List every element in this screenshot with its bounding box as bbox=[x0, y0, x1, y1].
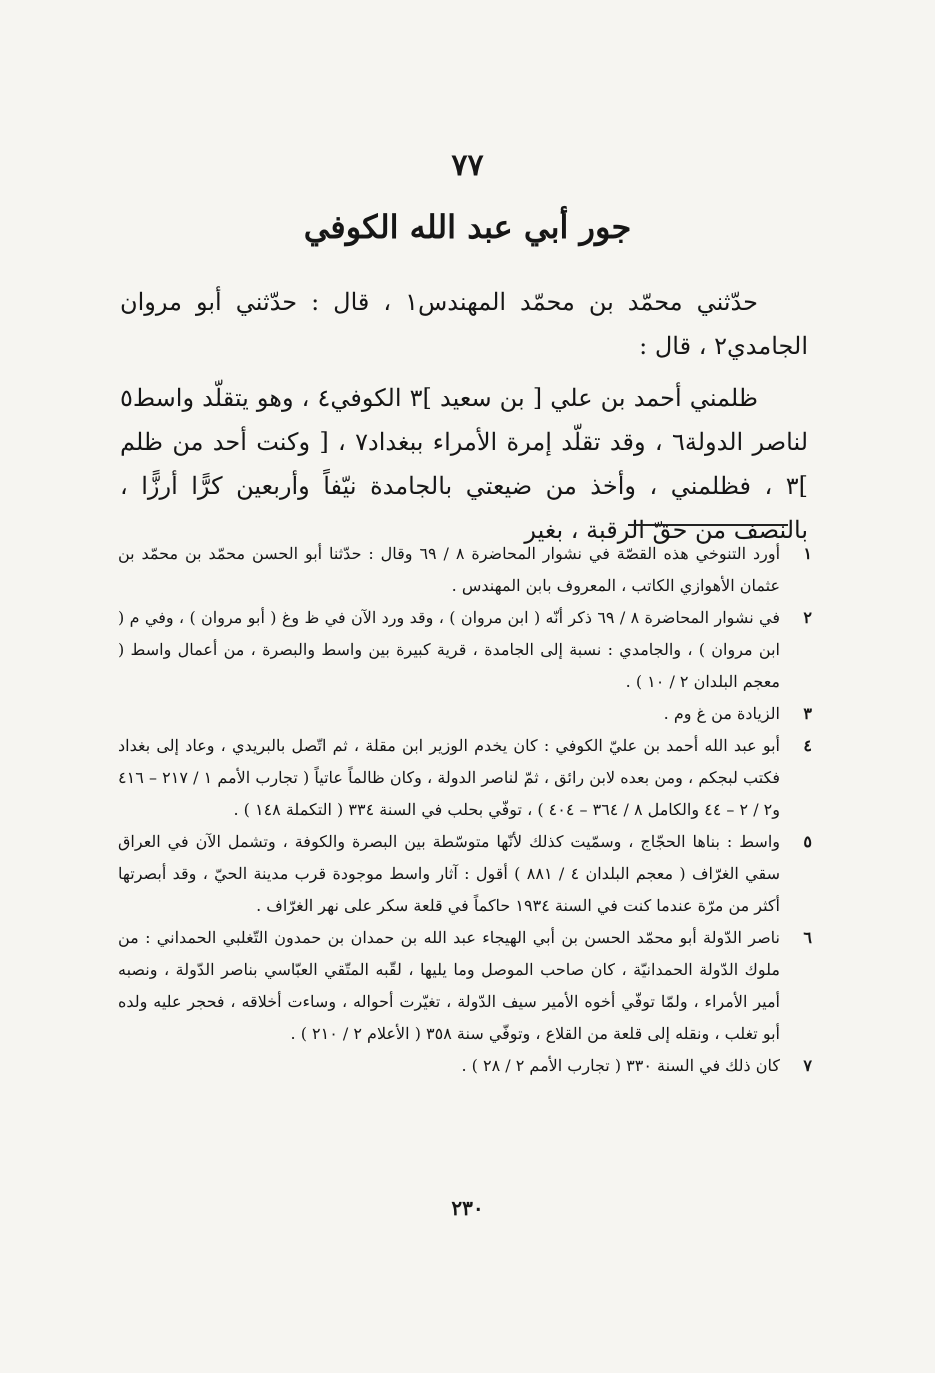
paragraph-2: ظلمني أحمد بن علي [ بن سعيد ]٣ الكوفي٤ ، وهو يتقلّد واسط٥ لناصر الدولة٦ ، وقد تقلّد إمرة الأمراء ببغداد٧ ، [ وكنت أحد من ظلم ]٣ ، فظلمني ، وأخذ من ضيعتي بالجامدة نيّفاً وأربعين كرًّا أرزًّا ، بالنصف من حقّ الرقبة ، بغير bbox=[120, 384, 809, 544]
footnote bbox=[118, 698, 812, 730]
footnotes bbox=[118, 538, 812, 1082]
footnote bbox=[118, 826, 812, 922]
footnote-number: ٥ bbox=[803, 832, 812, 851]
chapter-number: ٧٧ bbox=[451, 148, 484, 183]
footnote-text: واسط : بناها الحجّاج ، وسمّيت كذلك لأنّها متوسّطة بين البصرة والكوفة ، وتشمل الآن في العراق سقي الغرّاف ( معجم البلدان ٤ / ٨٨١ ) أقول : آثار واسط موجودة قرب مدينة الحيّ ، وقد أبصرتها أكثر من مرّة عندما كنت في السنة ١٩٣٤ حاكماً في قلعة سكر على نهر الغرّاف . bbox=[118, 832, 781, 915]
footnote-text: في نشوار المحاضرة ٨ / ٦٩ ذكر أنّه ( ابن مروان ) ، وقد ورد الآن في ظ وغ ( أبو مروان ) ، وفي م ( ابن مروان ) ، والجامدي : نسبة إلى الجامدة ، قرية كبيرة بين واسط والبصرة ، من أعمال واسط ( معجم البلدان ٢ / ١٠ ) . bbox=[118, 608, 780, 691]
footnote-text: ناصر الدّولة أبو محمّد الحسن بن أبي الهيجاء عبد الله بن حمدان بن حمدون التّغلبي الحمداني : من ملوك الدّولة الحمدانيّة ، كان صاحب الموصل وما يليها ، لقّبه المتّقي العبّاسي بناصر الدّولة ، ونصبه أمير الأمراء ، ولمّا توفّي أخوه الأمير سيف الدّولة ، تغيّرت أحواله ، وساءت أخلاقه ، فحجر عليه ولده أبو تغلب ، ونقله إلى قلعة من القلاع ، وتوفّي سنة ٣٥٨ ( الأعلام ٢ / ٢١٠ ) . bbox=[118, 928, 780, 1043]
paragraph-1: حدّثني محمّد بن محمّد المهندس١ ، قال : حدّثني أبو مروان الجامدي٢ ، قال : bbox=[120, 288, 808, 360]
footnote-number: ١ bbox=[803, 544, 812, 563]
footnote bbox=[118, 922, 812, 1050]
footnote-number: ٤ bbox=[803, 736, 812, 755]
footnote-number: ٧ bbox=[803, 1056, 812, 1075]
footnote-number: ٦ bbox=[803, 928, 812, 947]
footnote bbox=[118, 538, 812, 602]
footnote bbox=[118, 730, 812, 826]
footnote bbox=[118, 602, 812, 698]
footnote-number: ٢ bbox=[803, 608, 812, 627]
footnote-text: أبو عبد الله أحمد بن عليّ الكوفي : كان يخدم الوزير ابن مقلة ، ثم اتّصل بالبريدي ، وعاد إلى بغداد فكتب لبجكم ، ومن بعده لابن رائق ، ثمّ لناصر الدولة ، وكان ظالماً عاتياً ( تجارب الأمم ١ / ٢١٧ – ٤١٦ و٢ / ٢ – ٤٤ والكامل ٨ / ٣٦٤ – ٤٠٤ ) ، توفّي بحلب في السنة ٣٣٤ ( التكملة ١٤٨ ) . bbox=[118, 736, 781, 819]
footnote-text: الزيادة من غ وم . bbox=[663, 704, 780, 723]
footnote-divider bbox=[628, 524, 788, 526]
chapter-title: جور أبي عبد الله الكوفي bbox=[303, 208, 632, 246]
main-text bbox=[120, 280, 808, 552]
footnote-number: ٣ bbox=[803, 704, 812, 723]
footnote bbox=[118, 1050, 812, 1082]
footnote-text: كان ذلك في السنة ٣٣٠ ( تجارب الأمم ٢ / ٢٨ ) . bbox=[461, 1056, 780, 1075]
footnote-text: أورد التنوخي هذه القصّة في نشوار المحاضرة ٨ / ٦٩ وقال : حدّثنا أبو الحسن محمّد بن محمّد بن عثمان الأهوازي الكاتب ، المعروف بابن المهندس . bbox=[118, 544, 781, 595]
page-folio: ٢٣٠ bbox=[451, 1196, 484, 1220]
